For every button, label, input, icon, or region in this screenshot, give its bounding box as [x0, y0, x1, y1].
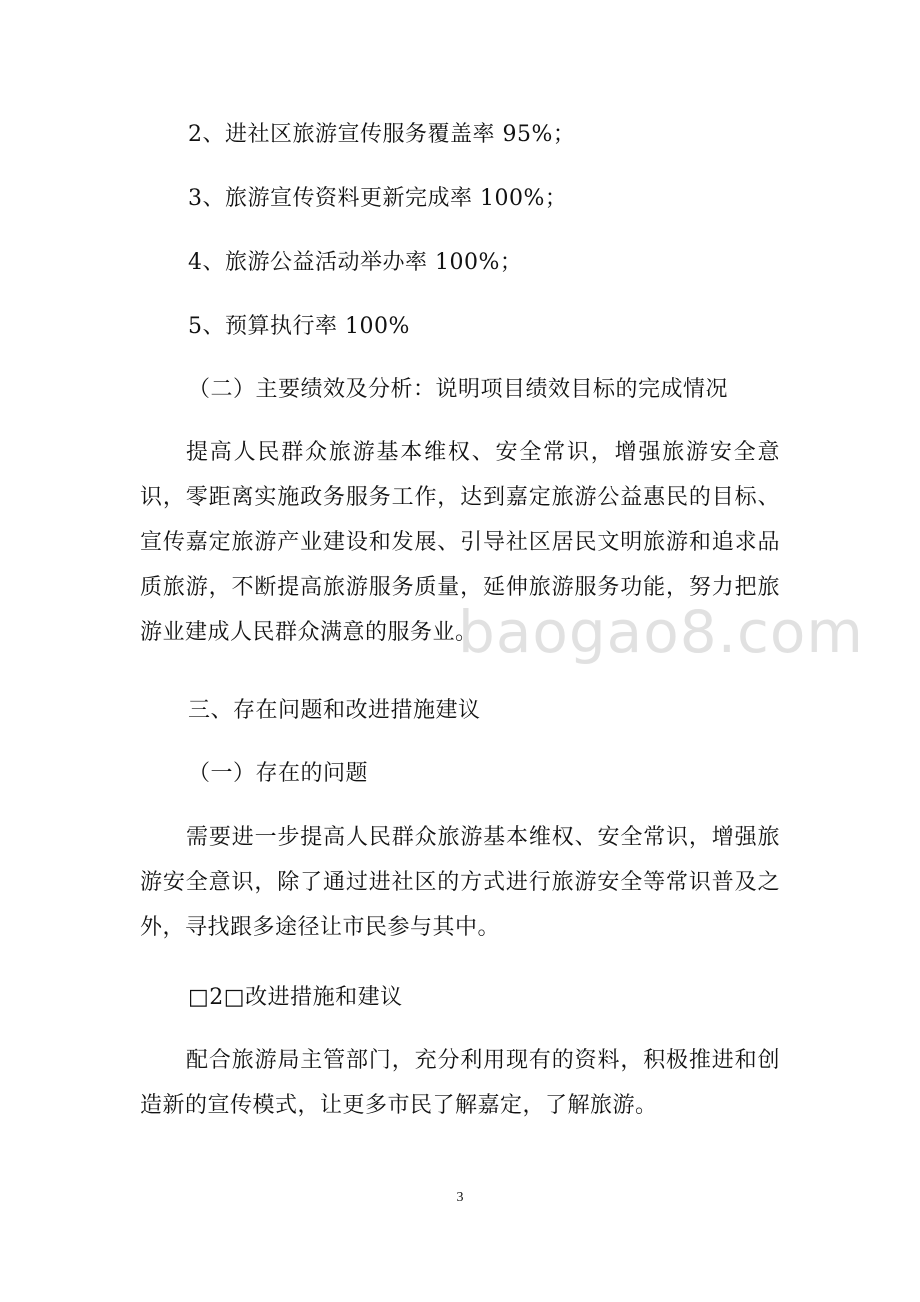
section-3-heading: 三、存在问题和改进措施建议: [188, 698, 481, 723]
problems-body: 需要进一步提高人民群众旅游基本维权、安全常识，增强旅游安全意识，除了通过进社区的方式进行旅游安全等常识普及之外，寻找跟多途径让市民参与其中。: [140, 825, 780, 940]
section-2-body: 提高人民群众旅游基本维权、安全常识，增强旅游安全意识，零距离实施政务服务工作，达到嘉定旅游公益惠民的目标、宣传嘉定旅游产业建设和发展、引导社区居民文明旅游和追求品质旅游，不断提高旅游服务质量，延伸旅游服务功能，努力把旅游业建成人民群众满意的服务业。: [140, 440, 780, 645]
section-2-heading: （二）主要绩效及分析：说明项目绩效目标的完成情况: [188, 377, 729, 402]
page-number: 3: [456, 1190, 464, 1205]
list-item-coverage: 2、进社区旅游宣传服务覆盖率 95%；: [188, 122, 576, 147]
improve-heading: □2□改进措施和建议: [188, 985, 403, 1010]
improve-body: 配合旅游局主管部门，充分利用现有的资料，积极推进和创造新的宣传模式，让更多市民了解嘉定，了解旅游。: [140, 1048, 780, 1118]
watermark: baogao8.com: [458, 598, 864, 666]
list-item-materials: 3、旅游宣传资料更新完成率 100%；: [188, 186, 568, 211]
list-item-activities: 4、旅游公益活动举办率 100%；: [188, 250, 523, 275]
problems-heading: （一）存在的问题: [188, 761, 369, 786]
list-item-budget: 5、预算执行率 100%: [188, 314, 410, 339]
